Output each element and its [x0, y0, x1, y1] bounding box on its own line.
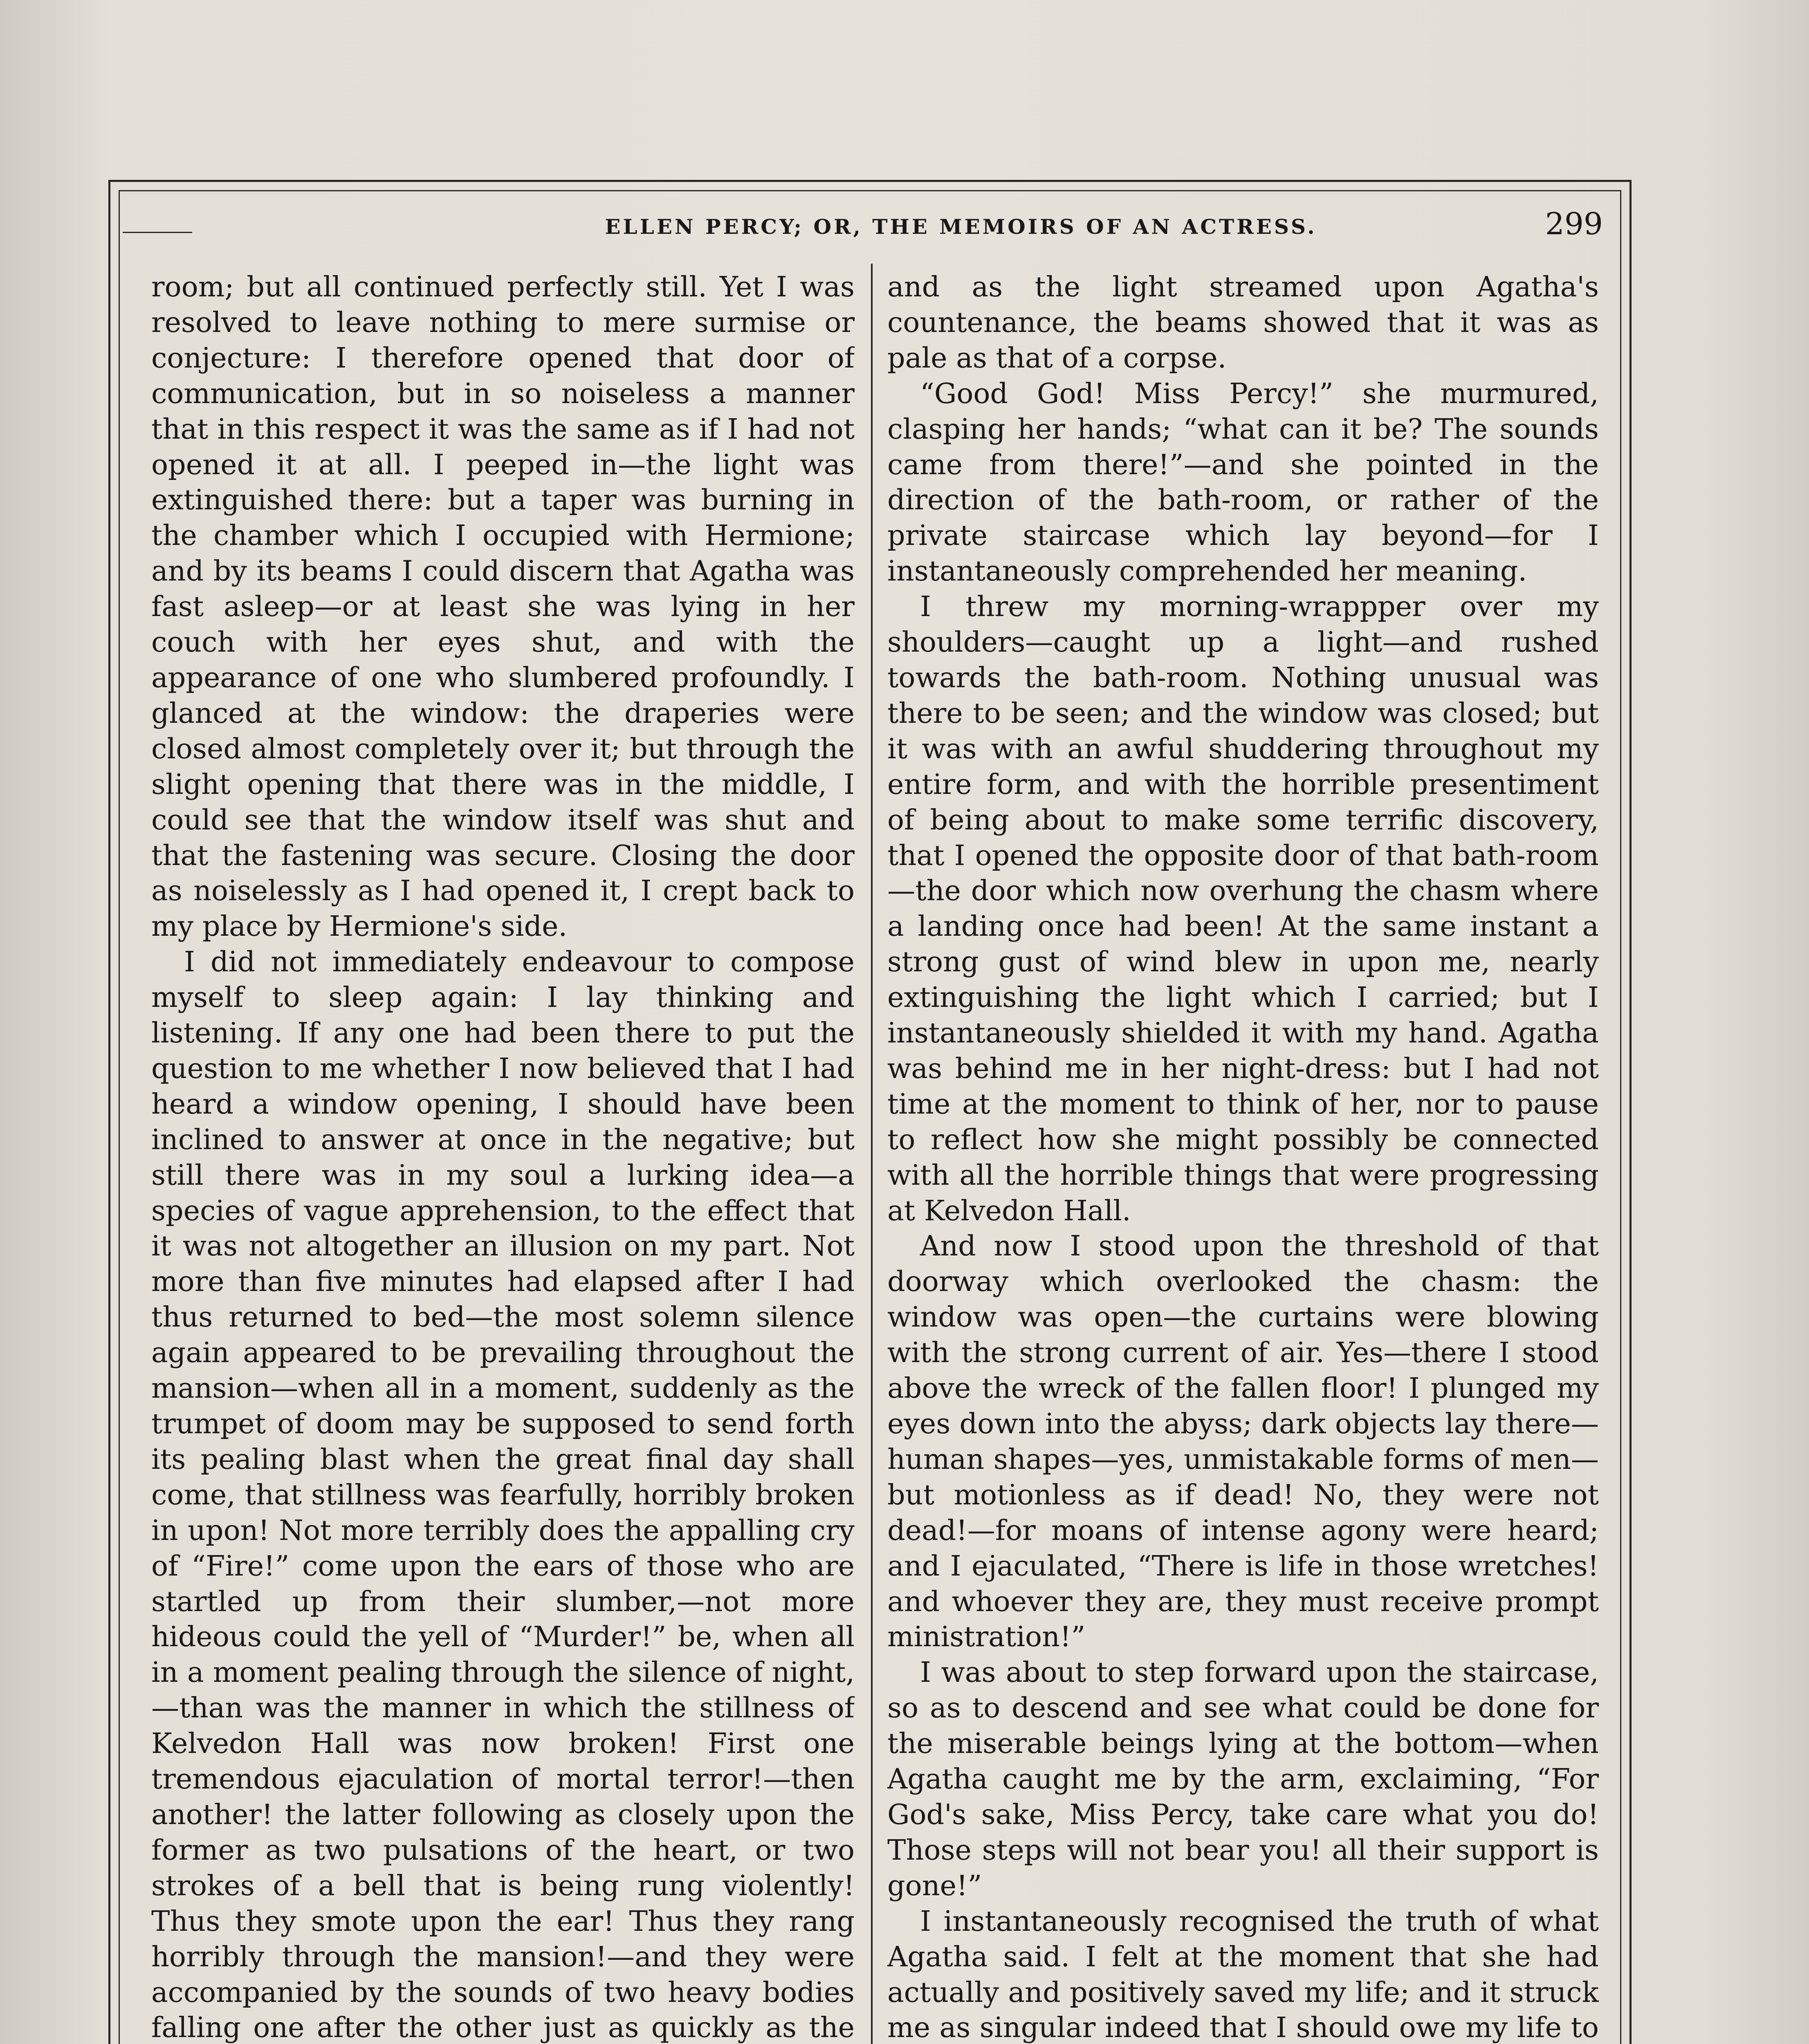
paragraph: room; but all continued perfectly still. Yet I was resolved to leave nothing to mere surmise or conjecture: I therefore opened that door of communication, but in so noiseless a manner that in this respect it was the same as if I had not opened it at all. I peeped in—the light was extinguished there: but a taper was burning in the chamber which I occupied with Hermione; and by its beams I could discern that Agatha was fast asleep—or at least she was lying in her couch with her eyes shut, and with the appearance of one who slumbered profoundly. I glanced at the window: the draperies were closed almost completely over it; but through the slight opening that there was in the middle, I could see that the window itself was shut and that the fastening was secure. Closing the door as noiselessly as I had opened it, I crept back to my place by Hermione's side. — [151, 271, 855, 943]
paragraph: I was about to step forward upon the staircase, so as to descend and see what could be done for the miserable beings lying at the bottom—when Agatha caught me by the arm, exclaiming, “For God's sake, Miss Percy, take care what you do! Those steps will not bear you! all their support is gone!” — [887, 1656, 1599, 1902]
column-divider — [871, 264, 873, 2044]
right-column — [887, 270, 1599, 2044]
running-head: ELLEN PERCY; OR, THE MEMOIRS OF AN ACTRESS. — [605, 215, 1317, 239]
paragraph: I instantaneously recognised the truth of what Agatha said. I felt at the moment that she had actually and positively saved my life; and it struck me as singular indeed that I should owe my life to — [887, 1905, 1599, 2044]
page-header — [123, 202, 1619, 251]
paragraph: I did not immediately endeavour to compose myself to sleep again: I lay thinking and listening. If any one had been there to put the question to me whether I now believed that I had heard a window opening, I should have been inclined to answer at once in the negative; but still there was in my soul a lurking idea—a species of vague apprehension, to the effect that it was not altogether an illusion on my part. Not more than five minutes had elapsed after I had thus returned to bed—the most solemn silence again appeared to be prevailing throughout the mansion—when all in a moment, suddenly as the trumpet of doom may be supposed to send forth its pealing blast when the great final day shall come, that stillness was fearfully, horribly broken in upon! Not more terribly does the appalling cry of “Fire!” come upon the ears of those who are startled up from their slumber,—not more hideous could the yell of “Murder!” be, when all in a moment pealing through the silence of night,—than was the manner in which the stillness of Kelvedon Hall was now broken! First one tremendous ejaculation of mortal terror!—then another! the latter following as closely upon the former as two pulsations of the heart, or two strokes of a bell that is being rung violently! Thus they smote upon the ear! Thus they rang horribly through the mansion!—and they were accompanied by the sounds of two heavy bodies falling one after the other just as quickly as the — [151, 946, 855, 2044]
paragraph: and as the light streamed upon Agatha's countenance, the beams showed that it was as pale as that of a corpse. — [887, 271, 1599, 374]
left-column — [151, 270, 855, 2044]
paragraph: I threw my morning-wrappper over my shoulders—caught up a light—and rushed towards the bath-room. Nothing unusual was there to be seen; and the window was closed; but it was with an awful shuddering throughout my entire form, and with the horrible presentiment of being about to make some terrific discovery, that I opened the opposite door of that bath-room—the door which now overhung the chasm where a landing once had been! At the same instant a strong gust of wind blew in upon me, nearly extinguishing the light which I carried; but I instantaneously shielded it with my hand. Agatha was behind me in her night-dress: but I had not time at the moment to think of her, nor to pause to reflect how she might possibly be connected with all the horrible things that were progressing at Kelvedon Hall. — [887, 591, 1599, 1227]
page-number: 299 — [1545, 206, 1603, 242]
header-rule — [123, 232, 192, 233]
paragraph: And now I stood upon the threshold of that doorway which overlooked the chasm: the window was open—the curtains were blowing with the strong current of air. Yes—there I stood above the wreck of the fallen floor! I plunged my eyes down into the abyss; dark objects lay there—human shapes—yes, unmistakable forms of men—but motionless as if dead! No, they were not dead!—for moans of intense agony were heard; and I ejaculated, “There is life in those wretches! and whoever they are, they must receive prompt ministration!” — [887, 1230, 1599, 1654]
paragraph: “Good God! Miss Percy!” she murmured, clasping her hands; “what can it be? The sounds came from there!”—and she pointed in the direction of the bath-room, or rather of the private staircase which lay beyond—for I instantaneously comprehended her meaning. — [887, 377, 1599, 588]
